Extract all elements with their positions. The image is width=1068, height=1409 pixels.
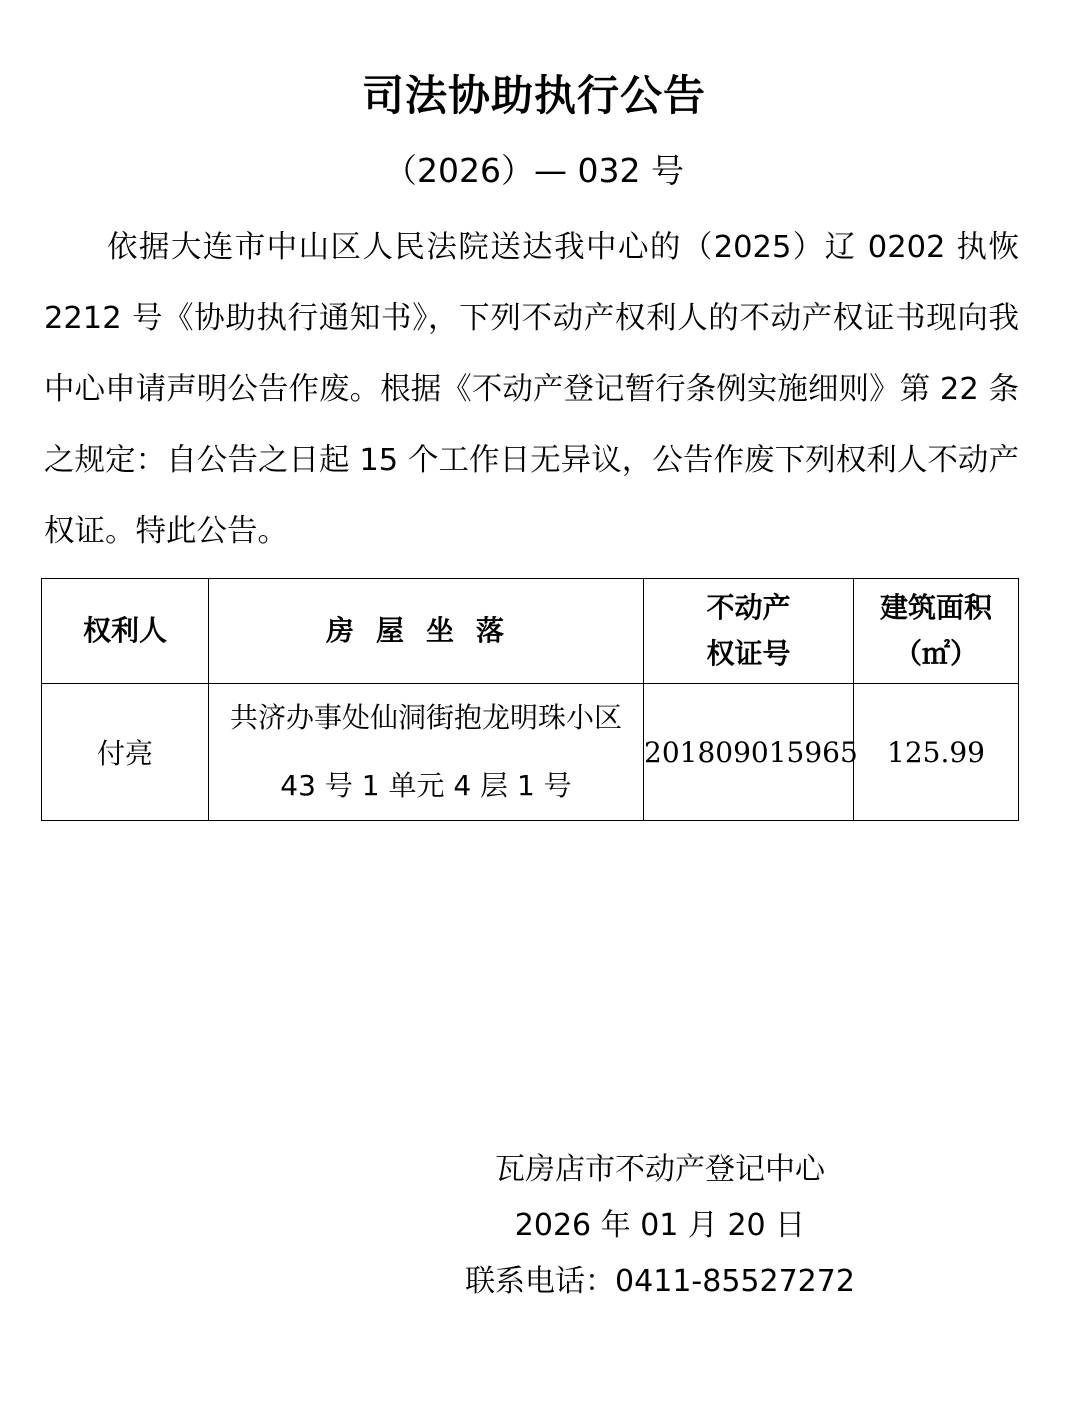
notice-number: （2026）— 032 号 xyxy=(384,151,684,190)
header-area-line1: 建筑面积 xyxy=(879,591,992,624)
issue-date: 2026 年 01 月 20 日 xyxy=(514,1208,806,1243)
cell-holder: 付亮 xyxy=(42,684,209,821)
header-location: 房屋坐落 xyxy=(209,579,644,684)
notice-body: 依据大连市中山区人民法院送达我中心的（2025）辽 0202 执恢 2212 号《协助执行通知书》，下列不动产权利人的不动产权证书现向我中心申请声明公告作废。根据《不动产登记暂行条例实施细则》第 22 条之规定：自公告之日起 15 个工作日无异议，公告作废下列权利人不动产权证。特此公告。 xyxy=(44,230,1019,549)
header-area xyxy=(854,579,1019,684)
cell-area: 125.99 xyxy=(854,684,1019,821)
header-holder: 权利人 xyxy=(42,579,209,684)
header-cert-line2: 权证号 xyxy=(706,637,791,670)
notice-footer xyxy=(440,1142,880,1310)
header-area-line2: （㎡） xyxy=(893,637,978,670)
notice-title: 司法协助执行公告 xyxy=(361,71,706,120)
contact-phone: 联系电话：0411-85527272 xyxy=(465,1264,855,1299)
header-cert-line1: 不动产 xyxy=(706,591,791,624)
table-header-row xyxy=(42,579,1019,684)
table-row xyxy=(42,684,1019,821)
cell-cert-no: 201809015965 xyxy=(644,684,854,821)
cell-location: 共济办事处仙洞街抱龙明珠小区 43 号 1 单元 4 层 1 号 xyxy=(209,684,644,821)
header-cert-no xyxy=(644,579,854,684)
issuer-name: 瓦房店市不动产登记中心 xyxy=(495,1152,825,1187)
records-table xyxy=(41,578,1019,821)
